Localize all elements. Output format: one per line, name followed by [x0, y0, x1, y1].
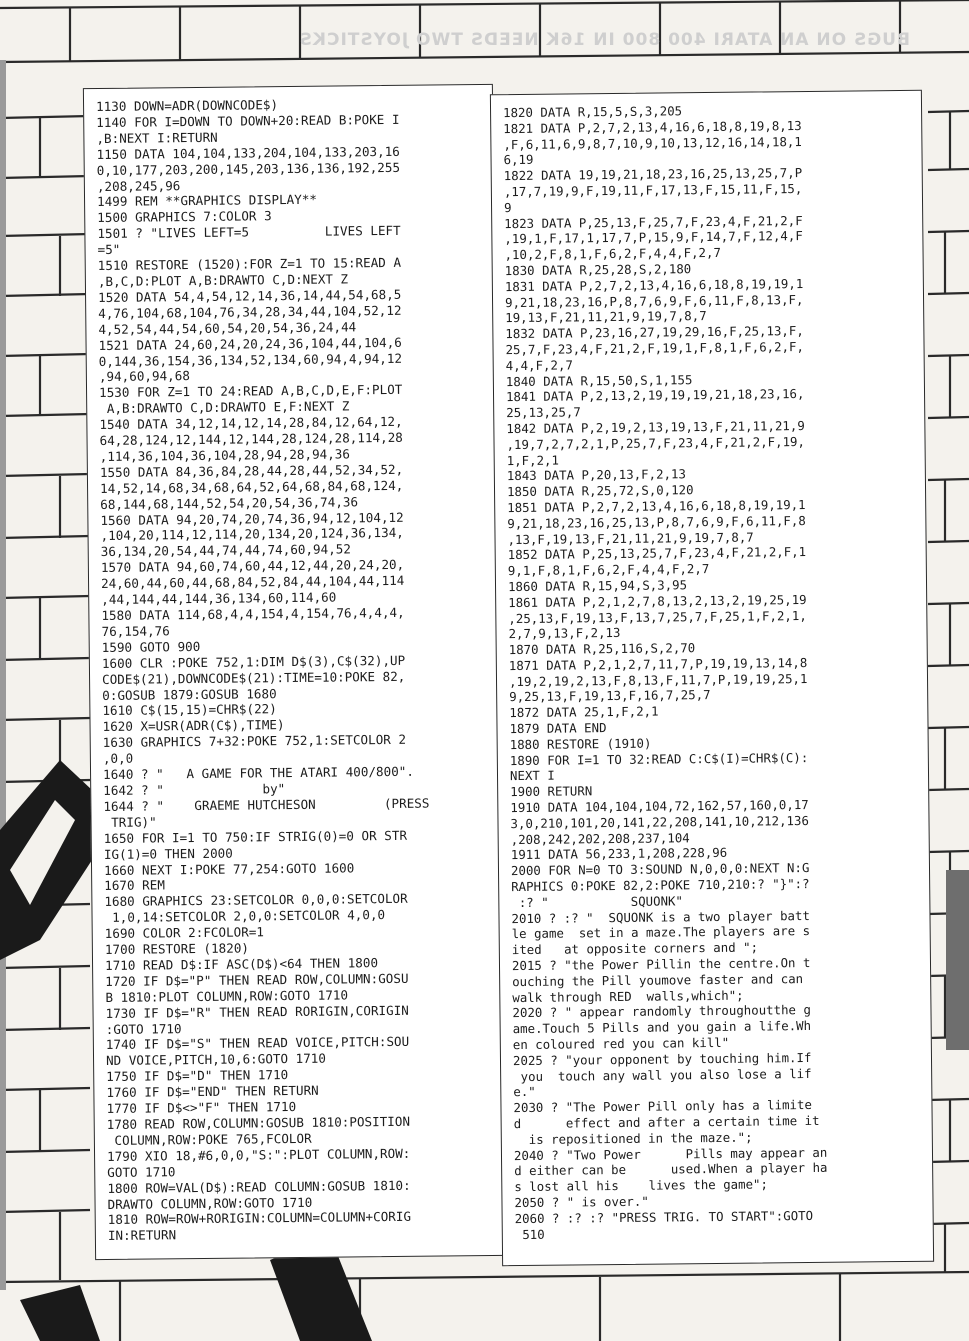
code-line: 1870 DATA R,25,116,S,2,70 — [508, 640, 696, 658]
code-line: 1790 XIO 18,#6,0,0,"S:":PLOT COLUMN,ROW: — [106, 1145, 411, 1164]
code-line: ited at opposite corners and "; — [511, 939, 759, 958]
code-line: 6,19 — [503, 152, 534, 168]
code-line: 1520 DATA 54,4,54,12,14,36,14,44,54,68,5 — [97, 286, 402, 305]
code-line: ouching the Pill youmove faster and can — [512, 970, 804, 989]
code-line: 1642 ? " by" — [103, 781, 286, 798]
code-line: ame.Touch 5 Pills and you gain a life.Wh — [512, 1018, 812, 1037]
code-line: 1720 IF D$="P" THEN READ ROW,COLUMN:GOSU — [105, 970, 409, 989]
code-line: 1600 CLR :POKE 752,1:DIM D$(3),C$(32),UP — [101, 652, 406, 671]
code-line: 24,60,44,60,44,68,84,52,84,44,104,44,114 — [100, 573, 405, 592]
code-line: 25,7,F,23,4,F,21,2,F,19,1,F,8,1,F,6,2,F, — [505, 338, 805, 358]
code-line: IG(1)=0 THEN 2000 — [103, 845, 233, 862]
code-line: 1730 IF D$="R" THEN READ RORIGIN,CORIGIN — [105, 1002, 409, 1021]
code-line: 1540 DATA 34,12,14,12,14,28,84,12,64,12, — [99, 413, 403, 433]
code-line: 4,4,F,2,7 — [505, 357, 573, 373]
code-line: ,104,20,114,12,114,20,134,20,124,36,134, — [100, 525, 404, 544]
code-line: 1843 DATA P,20,13,F,2,13 — [506, 466, 686, 484]
code-line: DRAWTO COLUMN,ROW:GOTO 1710 — [107, 1194, 313, 1212]
code-line: ,25,13,F,19,13,F,13,7,25,7,F,25,1,F,2,1, — [508, 607, 807, 626]
code-line: 1800 ROW=VAL(D$):READ COLUMN:GOSUB 1810: — [107, 1177, 411, 1196]
code-line: ,208,245,96 — [96, 177, 181, 194]
code-line: you touch any wall you also lose a lif — [513, 1065, 812, 1084]
code-line: ,0,0 — [102, 750, 134, 767]
code-line: 1770 IF D$<>"F" THEN 1710 — [106, 1099, 297, 1117]
code-line: ,B:NEXT I:RETURN — [96, 129, 218, 146]
code-line: 1850 DATA R,25,72,S,0,120 — [506, 482, 694, 500]
code-line: 3,0,210,101,20,141,22,208,141,10,212,136 — [510, 812, 809, 831]
code-line: 1650 FOR I=1 TO 750:IF STRIG(0)=0 OR STR — [103, 827, 408, 846]
code-line: 4,52,54,44,54,60,54,20,54,36,24,44 — [98, 319, 357, 337]
code-line: 9 — [503, 199, 512, 215]
code-line: ,114,36,104,36,104,28,94,28,94,36 — [99, 446, 351, 464]
basic-listing-left — [84, 85, 504, 1244]
code-line: 510 — [514, 1226, 545, 1242]
code-line: 9,21,18,23,16,P,8,7,6,9,F,6,11,F,8,13,F, — [504, 291, 804, 310]
code-line: 1690 COLOR 2:FCOLOR=1 — [104, 924, 265, 942]
code-line: 64,28,124,12,144,12,144,28,124,28,114,28 — [99, 429, 403, 449]
code-line: 0:GOSUB 1879:GOSUB 1680 — [102, 685, 277, 703]
code-line: 1140 FOR I=DOWN TO DOWN+20:READ B:POKE I — [96, 111, 400, 130]
code-line: ND VOICE,PITCH,10,6:GOTO 1710 — [105, 1051, 327, 1069]
code-line: 1499 REM **GRAPHICS DISPLAY** — [96, 192, 318, 210]
code-line: 2020 ? " appear randomly throughoutthe g — [512, 1002, 811, 1021]
code-line: 1680 GRAPHICS 23:SETCOLOR 0,0,0:SETCOLOR — [104, 891, 408, 910]
code-line: 1831 DATA P,2,7,2,13,4,16,6,18,8,19,19,1 — [504, 275, 804, 294]
code-line: 1890 FOR I=1 TO 32:READ C:C$(I)=CHR$(C): — [509, 749, 809, 768]
code-line: 1841 DATA P,2,13,2,19,19,19,21,18,23,16, — [505, 386, 805, 405]
code-line: 1580 DATA 114,68,4,4,154,4,154,76,4,4,4, — [101, 604, 405, 624]
code-line: 1550 DATA 84,36,84,28,44,28,44,52,34,52, — [99, 461, 404, 480]
code-line: s lost all his lives the game"; — [514, 1176, 769, 1195]
code-line: 1740 IF D$="S" THEN READ VOICE,PITCH:SOU — [105, 1034, 410, 1053]
code-line: ,19,2,19,2,13,F,8,13,F,11,7,P,19,19,25,1 — [508, 670, 808, 689]
code-line: 2060 ? :? :? "PRESS TRIG. TO START":GOTO — [514, 1207, 814, 1226]
code-line: 2025 ? "your opponent by touching him.If — [512, 1049, 812, 1068]
code-line: GOTO 1710 — [107, 1163, 176, 1180]
code-line: e." — [513, 1084, 536, 1100]
code-line: 2000 FOR N=0 TO 3:SOUND N,0,0,0:NEXT N:G — [510, 860, 810, 879]
code-line: NEXT I — [509, 768, 555, 784]
code-line: 19,13,F,21,11,21,9,19,7,8,7 — [505, 308, 707, 326]
code-line: 2030 ? "The Power Pill only has a limite — [513, 1097, 812, 1116]
code-line: 1910 DATA 104,104,104,72,162,57,160,0,17 — [510, 797, 809, 816]
code-line: walk through RED walls,which"; — [512, 987, 744, 1005]
code-line: 36,134,20,54,44,74,44,74,60,94,52 — [100, 541, 352, 560]
code-line: 1832 DATA P,23,16,27,19,29,16,F,25,13,F, — [505, 323, 804, 342]
code-line: 1570 DATA 94,60,74,60,44,12,44,20,24,20, — [100, 557, 405, 576]
code-line: 1879 DATA END — [509, 720, 607, 737]
code-line: 1871 DATA P,2,1,2,7,11,7,P,19,19,13,14,8 — [508, 654, 808, 674]
code-line: 1630 GRAPHICS 7+32:POKE 752,1:SETCOLOR 2 — [102, 732, 407, 751]
code-line: d either can be used.When a player ha — [514, 1160, 828, 1179]
code-line: 68,144,68,144,52,54,20,54,36,74,36 — [100, 493, 359, 512]
code-line: IN:RETURN — [107, 1227, 177, 1244]
banner-show-through: BUGS ON AN ATARI 400 800 IN 16K NEEDS TWO JOYSTICKS — [298, 30, 910, 50]
code-line: 1851 DATA P,2,7,2,13,4,16,6,18,8,19,19,1 — [507, 496, 806, 516]
code-line: 1510 RESTORE (1520):FOR Z=1 TO 15:READ A — [97, 254, 402, 274]
code-line: 2040 ? "Two Power Pills may appear an — [513, 1144, 828, 1163]
code-line: 1821 DATA P,2,7,2,13,4,16,6,18,8,19,8,13 — [503, 117, 802, 136]
code-line: A,B:DRAWTO C,D:DRAWTO E,F:NEXT Z — [99, 398, 350, 417]
code-line: 0,10,177,203,200,145,203,136,136,192,255 — [96, 159, 401, 178]
code-line: ,17,7,19,9,F,19,11,F,17,13,F,15,11,F,15, — [503, 181, 803, 200]
code-line: 14,52,14,68,34,68,64,52,64,68,84,68,124, — [99, 477, 404, 496]
code-line: :? " SQUONK" — [511, 893, 683, 910]
code-line: 1501 ? "LIVES LEFT=5 LIVES LEFT — [97, 223, 401, 242]
code-line: RAPHICS 0:POKE 82,2:POKE 710,210:? "}":? — [511, 876, 810, 895]
code-line: ,44,144,44,144,36,134,60,114,60 — [101, 589, 337, 608]
code-line: ,10,2,F,8,1,F,6,2,F,4,4,F,2,7 — [504, 245, 721, 263]
code-line: 76,154,76 — [101, 623, 170, 639]
code-line: 2015 ? "the Power Pillin the centre.On t — [511, 955, 811, 974]
code-line: 1880 RESTORE (1910) — [509, 735, 652, 752]
code-line: 1710 READ D$:IF ASC(D$)<64 THEN 1800 — [104, 955, 379, 973]
code-line: 1644 ? " GRAEME HUTCHESON (PRESS — [103, 795, 430, 814]
code-line: 2,7,9,13,F,2,13 — [508, 625, 621, 642]
code-line: 1150 DATA 104,104,133,204,104,133,203,16 — [96, 143, 400, 162]
code-line: 1660 NEXT I:POKE 77,254:GOTO 1600 — [103, 859, 355, 878]
code-line: 25,13,25,7 — [506, 404, 581, 421]
code-line: ,208,242,202,208,237,104 — [510, 829, 690, 847]
code-line: 1700 RESTORE (1820) — [104, 940, 250, 958]
code-line: 9,1,F,8,1,F,6,2,F,4,4,F,2,7 — [507, 561, 710, 579]
code-line: 1823 DATA P,25,13,F,25,7,F,23,4,F,21,2,F — [504, 212, 803, 231]
code-line: 1780 READ ROW,COLUMN:GOSUB 1810:POSITION — [106, 1113, 411, 1132]
code-line: 1,0,14:SETCOLOR 2,0,0:SETCOLOR 4,0,0 — [104, 907, 386, 926]
code-line: 1620 X=USR(ADR(C$),TIME) — [102, 717, 285, 735]
code-line: 1860 DATA R,15,94,S,3,95 — [507, 577, 688, 595]
code-line: ,19,7,2,7,2,1,P,25,7,F,23,4,F,21,2,F,19, — [506, 433, 806, 452]
code-line: 1530 FOR Z=1 TO 24:READ A,B,C,D,E,F:PLOT — [98, 382, 403, 401]
code-line: le game set in a maze.The players are s — [511, 923, 811, 942]
code-line: ,13,F,19,13,F,21,11,21,9,19,7,8,7 — [507, 529, 754, 547]
code-line: 1590 GOTO 900 — [101, 638, 201, 655]
listing-panel-right — [490, 90, 934, 1266]
code-line: ,19,1,F,17,1,17,7,P,15,9,F,14,7,F,12,4,F — [504, 228, 803, 247]
code-line: 1760 IF D$="END" THEN RETURN — [106, 1082, 319, 1101]
code-line: 9,25,13,F,19,13,F,16,7,25,7 — [509, 687, 711, 705]
code-line: COLUMN,ROW:POKE 765,FCOLOR — [106, 1130, 312, 1148]
code-line: B 1810:PLOT COLUMN,ROW:GOTO 1710 — [105, 987, 349, 1005]
code-line: 1670 REM — [104, 877, 165, 894]
code-line: 1900 RETURN — [510, 783, 593, 800]
code-line: 1830 DATA R,25,28,S,2,180 — [504, 261, 692, 279]
code-line: 1750 IF D$="D" THEN 1710 — [106, 1067, 289, 1085]
code-line: d effect and after a certain time it — [513, 1112, 820, 1132]
code-line: 0,144,36,154,36,134,52,134,60,94,4,94,12 — [98, 350, 403, 369]
basic-listing-right — [491, 91, 933, 1243]
code-line: 1872 DATA 25,1,F,2,1 — [509, 703, 659, 721]
listing-panel-left — [83, 84, 505, 1260]
code-line: 1822 DATA 19,19,21,18,23,16,25,13,25,7,P — [503, 165, 803, 184]
code-line: 1820 DATA R,15,5,S,3,205 — [502, 103, 683, 121]
code-line: ,F,6,11,6,9,8,7,10,9,10,13,12,16,14,18,1 — [503, 133, 802, 152]
code-line: 1560 DATA 94,20,74,20,74,36,94,12,104,12 — [100, 509, 404, 528]
code-line: 1521 DATA 24,60,24,20,24,36,104,44,104,6 — [98, 334, 402, 353]
code-line: ,B,C,D:PLOT A,B:DRAWTO C,D:NEXT Z — [97, 271, 349, 290]
code-line: TRIG)" — [103, 814, 157, 830]
code-line: 1,F,2,1 — [506, 452, 560, 468]
code-line: :GOTO 1710 — [105, 1020, 182, 1037]
code-line: 1130 DOWN=ADR(DOWNCODE$) — [95, 97, 279, 115]
code-line: 9,21,18,23,16,25,13,P,8,7,6,9,F,6,11,F,8 — [507, 512, 806, 531]
code-line: CODE$(21),DOWNCODE$(21):TIME=10:POKE 82, — [101, 668, 406, 687]
code-line: 1500 GRAPHICS 7:COLOR 3 — [97, 208, 272, 226]
code-line: 2010 ? :? " SQUONK is a two player batt — [511, 907, 810, 926]
code-line: 2050 ? " is over." — [514, 1193, 649, 1211]
code-line: 1842 DATA P,2,19,2,13,19,13,F,21,11,21,9 — [506, 417, 805, 437]
code-line: 1810 ROW=ROW+RORIGIN:COLUMN=COLUMN+CORIG — [107, 1209, 412, 1228]
code-line: is repositioned in the maze."; — [513, 1129, 753, 1147]
code-line: 1852 DATA P,25,13,25,7,F,23,4,F,21,2,F,1 — [507, 544, 807, 563]
code-line: =5" — [97, 241, 121, 258]
code-line: 1840 DATA R,15,50,S,1,155 — [505, 371, 693, 389]
code-line: 1861 DATA P,2,1,2,7,8,13,2,13,2,19,25,19 — [508, 591, 807, 610]
code-line: 1610 C$(15,15)=CHR$(22) — [102, 701, 277, 719]
code-line: 1911 DATA 56,233,1,208,228,96 — [510, 845, 728, 863]
code-line: ,94,60,94,68 — [98, 368, 190, 385]
code-line: en coloured red you can kill" — [512, 1034, 730, 1053]
code-line: 4,76,104,68,104,76,34,28,34,44,104,52,12 — [98, 302, 402, 321]
code-line: 1640 ? " A GAME FOR THE ATARI 400/800". — [102, 763, 415, 783]
